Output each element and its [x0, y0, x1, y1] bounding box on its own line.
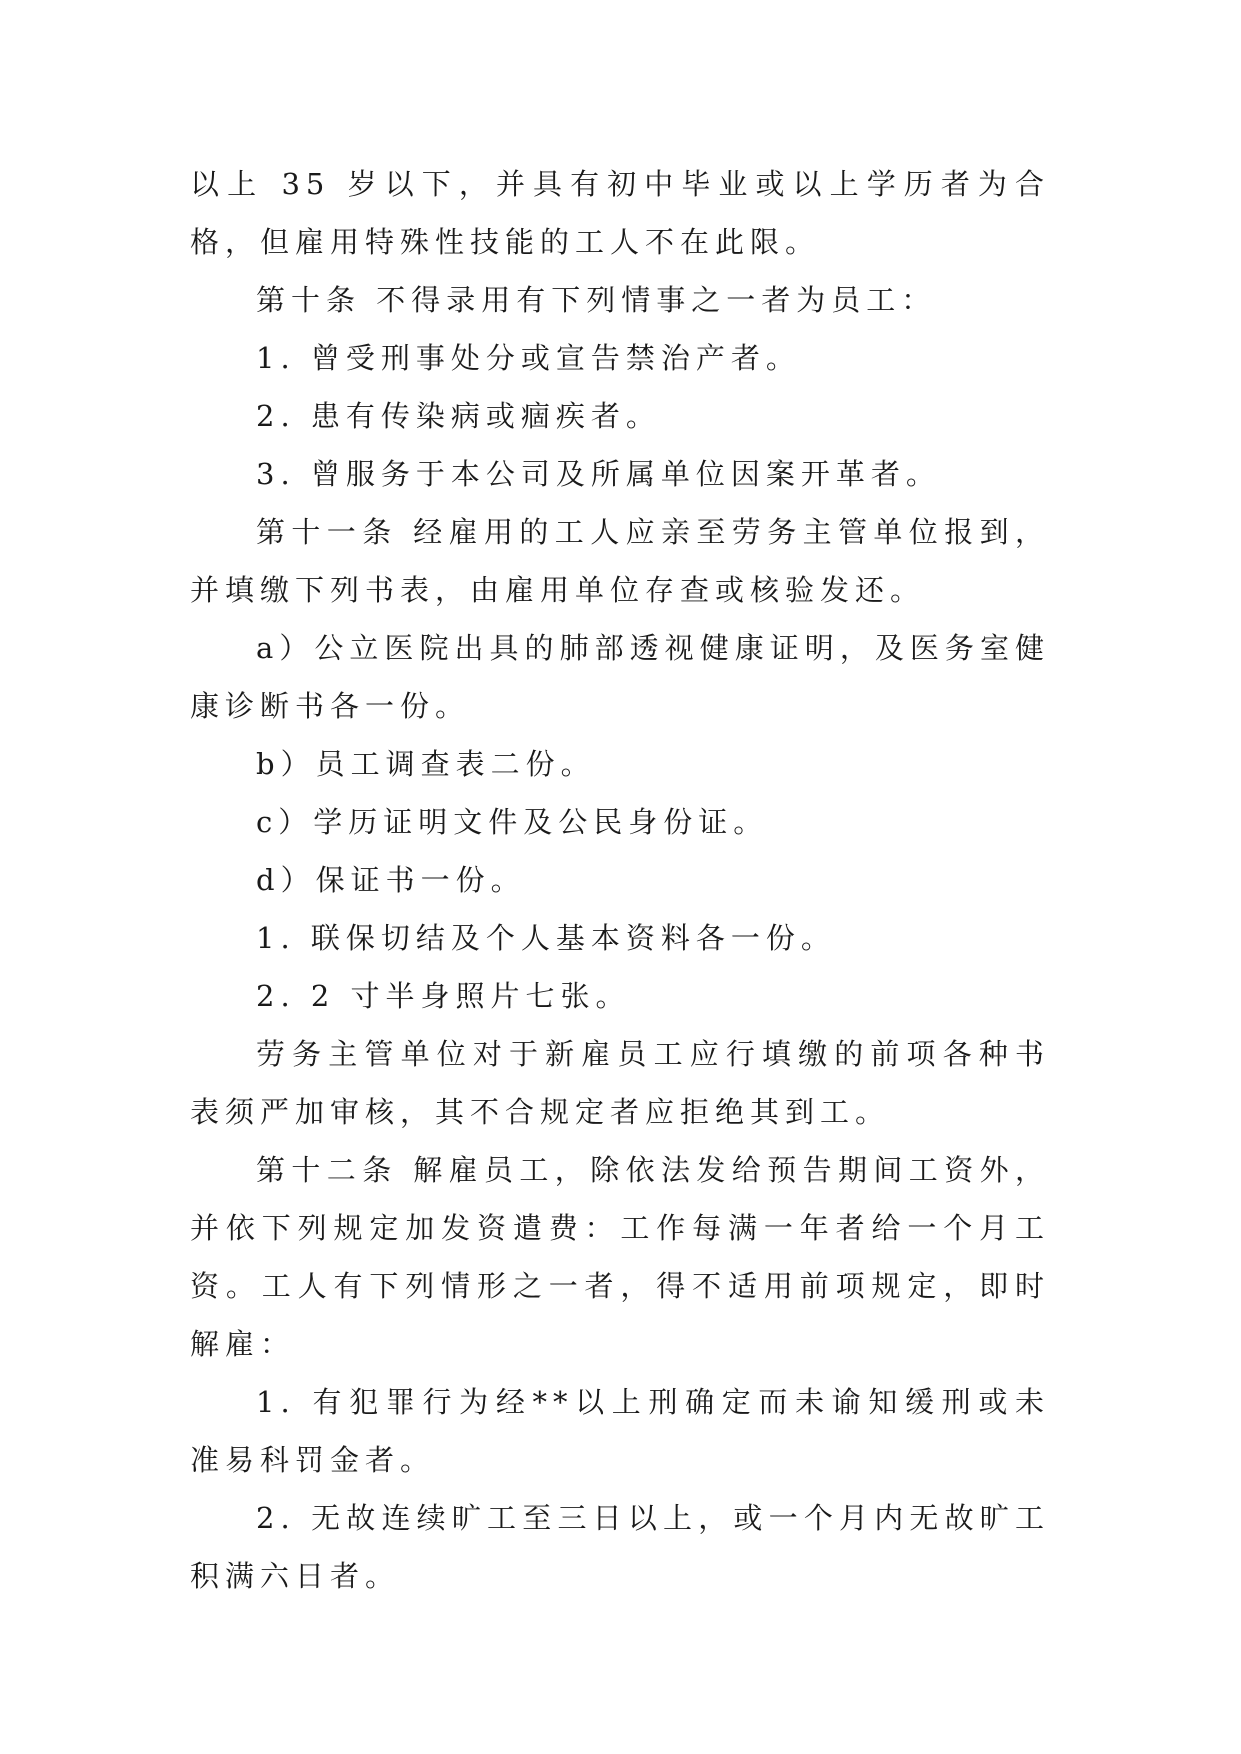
paragraph: 以上 35 岁以下，并具有初中毕业或以上学历者为合格，但雇用特殊性技能的工人不在此限。: [190, 167, 1050, 259]
paragraph: 第十二条 解雇员工，除依法发给预告期间工资外，并依下列规定加发资遣费：工作每满一年者给一个月工资。工人有下列情形之一者，得不适用前项规定，即时解雇：: [190, 1153, 1050, 1361]
paragraph: 1. 曾受刑事处分或宣告禁治产者。: [256, 341, 801, 375]
paragraph: 第十条 不得录用有下列情事之一者为员工：: [256, 283, 937, 317]
paragraph: b）员工调查表二份。: [256, 747, 596, 781]
paragraph: c）学历证明文件及公民身份证。: [256, 805, 769, 839]
document-body: [190, 155, 1050, 1605]
paragraph: 2. 2 寸半身照片七张。: [256, 979, 631, 1013]
paragraph: 第十一条 经雇用的工人应亲至劳务主管单位报到，并填缴下列书表，由雇用单位存查或核验发还。: [190, 515, 1050, 607]
paragraph: d）保证书一份。: [256, 863, 526, 897]
paragraph: 劳务主管单位对于新雇员工应行填缴的前项各种书表须严加审核，其不合规定者应拒绝其到工。: [190, 1037, 1050, 1129]
paragraph: 1. 有犯罪行为经**以上刑确定而未谕知缓刑或未准易科罚金者。: [190, 1385, 1050, 1477]
paragraph: 1. 联保切结及个人基本资料各一份。: [256, 921, 836, 955]
paragraph: a）公立医院出具的肺部透视健康证明，及医务室健康诊断书各一份。: [190, 631, 1050, 723]
paragraph: 3. 曾服务于本公司及所属单位因案开革者。: [256, 457, 941, 491]
paragraph: 2. 患有传染病或痼疾者。: [256, 399, 661, 433]
paragraph: 2. 无故连续旷工至三日以上，或一个月内无故旷工积满六日者。: [190, 1501, 1050, 1593]
